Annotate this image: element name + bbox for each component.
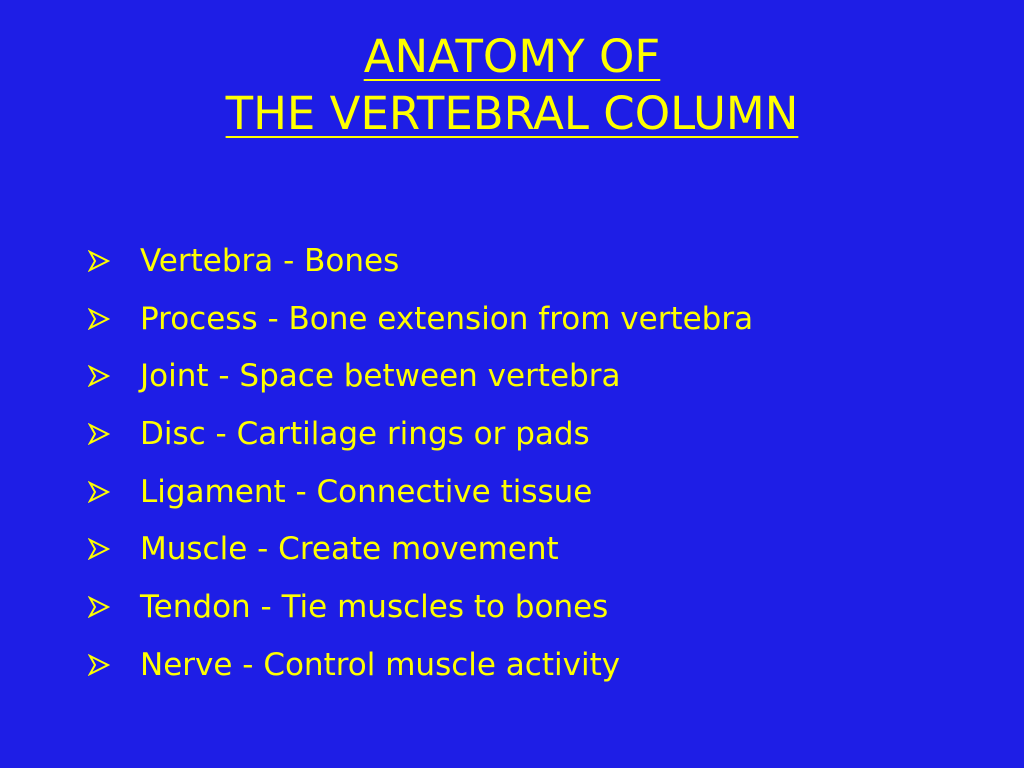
list-item [88, 578, 753, 636]
slide-title [0, 28, 1024, 142]
title-line-1: ANATOMY OF [363, 30, 661, 83]
list-item [88, 463, 753, 521]
list-item [88, 232, 753, 290]
arrowhead-bullet-icon [88, 423, 110, 445]
list-item-text: Nerve - Control muscle activity [140, 646, 621, 683]
arrowhead-bullet-icon [88, 654, 110, 676]
arrowhead-bullet-icon [88, 538, 110, 560]
list-item-text: Muscle - Create movement [140, 531, 559, 568]
list-item [88, 405, 753, 463]
list-item [88, 636, 753, 694]
arrowhead-bullet-icon [88, 365, 110, 387]
arrowhead-bullet-icon [88, 308, 110, 330]
arrowhead-bullet-icon [88, 250, 110, 272]
list-item-text: Tendon - Tie muscles to bones [140, 588, 609, 625]
list-item-text: Joint - Space between vertebra [140, 358, 621, 395]
arrowhead-bullet-icon [88, 481, 110, 503]
list-item [88, 520, 753, 578]
title-line-2: THE VERTEBRAL COLUMN [225, 87, 799, 140]
list-item-text: Disc - Cartilage rings or pads [140, 415, 590, 452]
list-item [88, 347, 753, 405]
list-item-text: Process - Bone extension from vertebra [140, 300, 754, 337]
list-item [88, 290, 753, 348]
arrowhead-bullet-icon [88, 596, 110, 618]
list-item-text: Vertebra - Bones [140, 242, 400, 279]
list-item-text: Ligament - Connective tissue [140, 473, 593, 510]
bullet-list [88, 232, 753, 694]
